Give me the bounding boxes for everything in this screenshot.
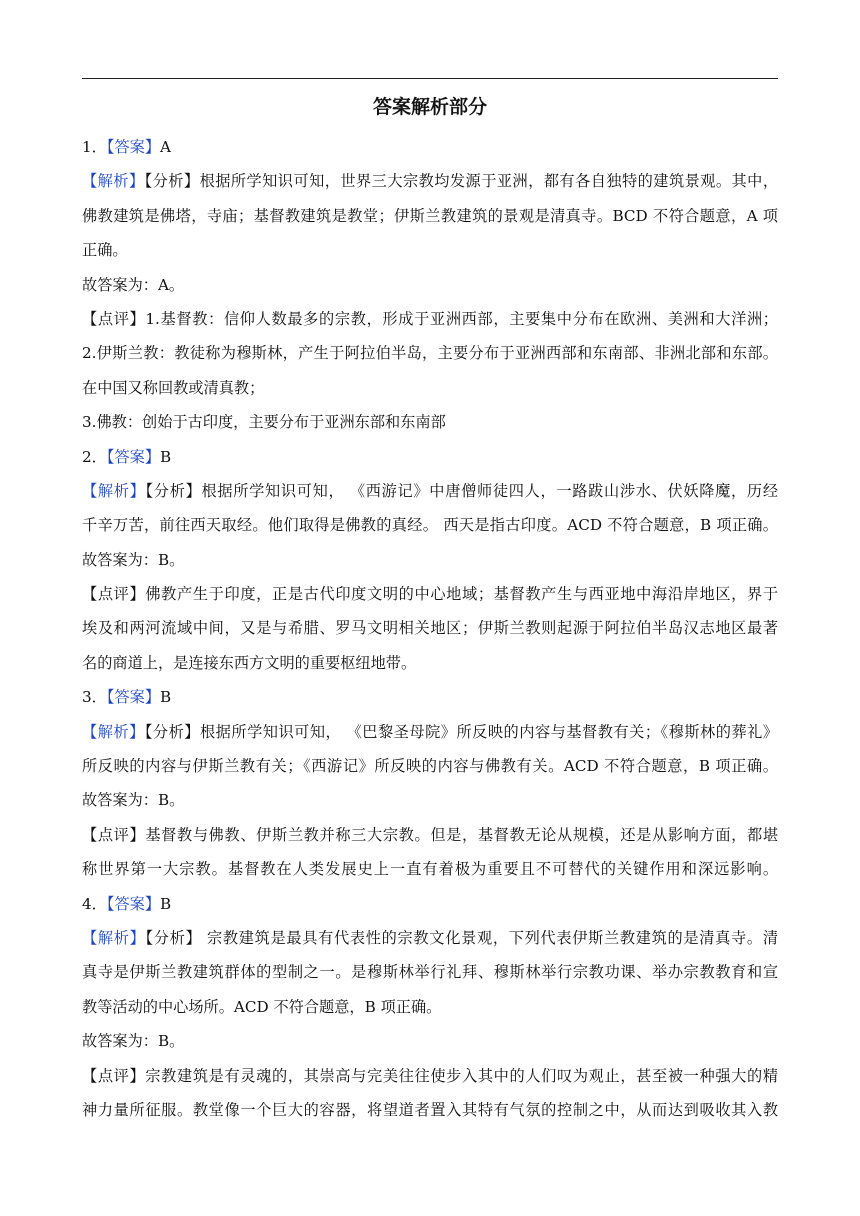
q1-comment-line: 【点评】1.基督教：信仰人数最多的宗教，形成于亚洲西部，主要集中分布在欧洲、美洲和大洋洲； xyxy=(82,309,778,328)
q2-number: 2． xyxy=(82,447,107,466)
q3-analysis-line: 所反映的内容与伊斯兰教有关；《西游记》所反映的内容与佛教有关。ACD 不符合题意，B 项正确。 xyxy=(82,757,778,776)
q1-comment-line: 3.佛教：创始于古印度，主要分布于亚洲东部和东南部 xyxy=(82,413,446,432)
q1-analysis-line: 正确。 xyxy=(82,241,128,260)
q4-analysis-line: 真寺是伊斯兰教建筑群体的型制之一。是穆斯林举行礼拜、穆斯林举行宗教功课、举办宗教教育和宣 xyxy=(82,963,778,982)
q2-final-answer: 故答案为：B。 xyxy=(82,550,185,569)
q4-analysis-line: 教等活动的中心场所。ACD 不符合题意，B 项正确。 xyxy=(82,997,442,1016)
q1-answer: A xyxy=(160,138,171,156)
q2-answer: B xyxy=(160,447,172,466)
q3-answer-line xyxy=(82,680,778,714)
q2-analysis-line: 【解析】【分析】根据所学知识可知， 《西游记》中唐僧师徒四人，一路跋山涉水、伏妖降魔，历经 xyxy=(82,481,778,500)
answer-tag: 【答案】 xyxy=(106,894,161,913)
q3-analysis-line: 【解析】【分析】根据所学知识可知， 《巴黎圣母院》所反映的内容与基督教有关；《穆斯林的葬礼》 xyxy=(82,722,778,741)
answer-body xyxy=(82,130,778,1127)
q4-analysis-line: 【解析】【分析】 宗教建筑是最具有代表性的宗教文化景观，下列代表伊斯兰教建筑的是清真寺。清 xyxy=(82,928,778,947)
analysis-tag: 【解析】 xyxy=(82,722,145,741)
header-rule xyxy=(82,78,778,79)
q3-number: 3． xyxy=(82,688,107,707)
q2-comment-line: 【点评】佛教产生于印度，正是古代印度文明的中心地域；基督教产生与西亚地中海沿岸地区，界于 xyxy=(82,585,778,604)
analysis-tag: 【解析】 xyxy=(82,172,145,191)
q2-comment-line: 埃及和两河流域中间，又是与希腊、罗马文明相关地区；伊斯兰教则起源于阿拉伯半岛汉志地区最著 xyxy=(82,619,778,638)
answer-tag: 【答案】 xyxy=(106,688,161,707)
q4-answer: B xyxy=(160,894,172,913)
q2-answer-line xyxy=(82,440,778,474)
q1-analysis-line: 佛教建筑是佛塔，寺庙；基督教建筑是教堂；伊斯兰教建筑的景观是清真寺。BCD 不符合题意，A 项 xyxy=(82,206,778,225)
q4-number: 4． xyxy=(82,894,107,913)
answer-tag: 【答案】 xyxy=(106,138,161,156)
q1-final-answer: 故答案为：A。 xyxy=(82,275,185,294)
answer-tag: 【答案】 xyxy=(106,447,161,466)
q3-comment-line: 称世界第一大宗教。基督教在人类发展史上一直有着极为重要且不可替代的关键作用和深远影响。 xyxy=(82,860,778,879)
q3-comment-line: 【点评】基督教与佛教、伊斯兰教并称三大宗教。但是，基督教无论从规模，还是从影响方面，都堪 xyxy=(82,825,778,844)
q4-comment-line: 神力量所征服。教堂像一个巨大的容器，将望道者置入其特有气氛的控制之中，从而达到吸收其入教 xyxy=(82,1100,778,1119)
q4-final-answer: 故答案为：B。 xyxy=(82,1032,185,1051)
q1-analysis-line: 【解析】【分析】根据所学知识可知，世界三大宗教均发源于亚洲，都有各自独特的建筑景观。其中， xyxy=(82,172,778,191)
analysis-tag: 【解析】 xyxy=(82,481,146,500)
q1-comment-line: 在中国又称回教或清真教； xyxy=(82,378,265,397)
q4-answer-line xyxy=(82,887,778,921)
analysis-tag: 【解析】 xyxy=(82,928,146,947)
q2-comment-line: 名的商道上，是连接东西方文明的重要枢纽地带。 xyxy=(82,653,417,672)
q4-comment-line: 【点评】宗教建筑是有灵魂的，其崇高与完美往往使步入其中的人们叹为观止，甚至被一种强大的精 xyxy=(82,1066,778,1085)
page-title: 答案解析部分 xyxy=(372,96,487,118)
q1-comment-line: 2.伊斯兰教：教徒称为穆斯林，产生于阿拉伯半岛，主要分布于亚洲西部和东南部、非洲北部和东部。 xyxy=(82,344,778,363)
q1-number: 1． xyxy=(82,138,107,156)
q3-final-answer: 故答案为：B。 xyxy=(82,791,185,810)
q2-analysis-line: 千辛万苦，前往西天取经。他们取得是佛教的真经。 西天是指古印度。ACD 不符合题意，B 项正确。 xyxy=(82,516,778,535)
q1-answer-line xyxy=(82,130,778,164)
q3-answer: B xyxy=(160,688,172,707)
